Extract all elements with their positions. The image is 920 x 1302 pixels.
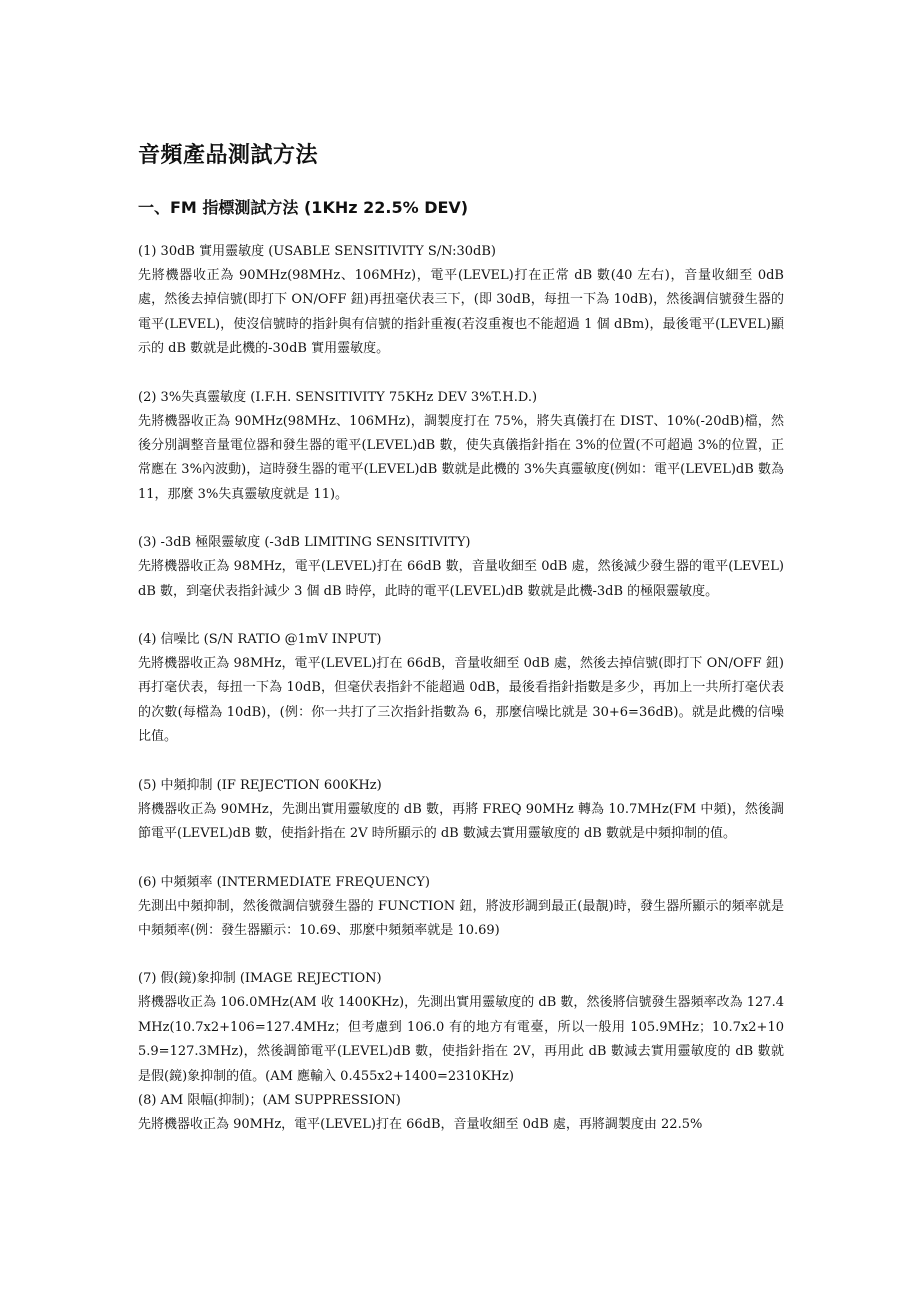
section-body: 先測出中頻抑制，然後微調信號發生器的 FUNCTION 鈕，將波形調到最正(最靚)時，發生器所顯示的頻率就是中頻頻率(例：發生器顯示：10.69、那麼中頻頻率就是 10.69) — [138, 898, 784, 938]
section-image-rejection — [138, 967, 784, 1089]
section-if-rejection — [138, 774, 784, 847]
section-intermediate-frequency — [138, 871, 784, 944]
section-body: 先將機器收正為 90MHz(98MHz、106MHz)，調製度打在 75%，將失真儀打在 DIST、10%(-20dB)檔，然後分別調整音量電位器和發生器的電平(LEVEL)dB 數，使失真儀指針指在 3%的位置(不可超過 3%的位置，正常應在 3%內波動)，這時發生器的電平(LEVEL)dB 數就是此機的 3%失真靈敏度(例如：電平(LEVEL)dB 數為 11，那麼 3%失真靈敏度就是 11)。 — [138, 413, 784, 502]
section-heading: (1) 30dB 實用靈敏度 (USABLE SENSITIVITY S/N:30dB) — [138, 244, 496, 259]
section-heading: (3) -3dB 極限靈敏度 (-3dB LIMITING SENSITIVITY) — [138, 535, 471, 551]
section-am-suppression — [138, 1089, 784, 1137]
section-heading: (5) 中頻抑制 (IF REJECTION 600KHz) — [138, 777, 382, 793]
section-body: 先將機器收正為 90MHz(98MHz、106MHz)，電平(LEVEL)打在正常 dB 數(40 左右)，音量收細至 0dB 處，然後去掉信號(即打下 ON/OFF 鈕)再扭毫伏表三下，(即 30dB，每扭一下為 10dB)，然後調信號發生器的電平(LEVEL)，使沒信號時的指針與有信號的指針重複(若沒重複也不能超過 1 個 dBm)，最後電平(LEVEL)顯示的 dB 數就是此機的-30dB 實用靈敏度。 — [138, 268, 784, 357]
section-body: 先將機器收正為 90MHz，電平(LEVEL)打在 66dB，音量收細至 0dB 處，再將調製度由 22.5% — [138, 1116, 703, 1132]
section-sn-ratio — [138, 628, 784, 750]
section-body: 將機器收正為 106.0MHz(AM 收 1400KHz)，先測出實用靈敏度的 dB 數，然後將信號發生器頻率改為 127.4MHz(10.7x2+106=127.4MHz；但考慮到 106.0 有的地方有電臺，所以一般用 105.9MHz；10.7x2+105.9=127.3MHz)，然後調節電平(LEVEL)dB 數，使指針指在 2V，再用此 dB 數減去實用靈敏度的 dB 數就是假(鏡)象抑制的值。(AM 應輸入 0.455x2+1400=2310KHz) — [138, 995, 784, 1084]
section-heading: (7) 假(鏡)象抑制 (IMAGE REJECTION) — [138, 971, 382, 987]
section-body: 將機器收正為 90MHz，先測出實用靈敏度的 dB 數，再將 FREQ 90MHz 轉為 10.7MHz(FM 中頻)，然後調節電平(LEVEL)dB 數，使指針指在 2V 時所顯示的 dB 數減去實用靈敏度的 dB 數就是中頻抑制的值。 — [138, 801, 784, 842]
section-body: 先將機器收正為 98MHz，電平(LEVEL)打在 66dB 數，音量收細至 0dB 處，然後減少發生器的電平(LEVEL)dB 數，到毫伏表指針減少 3 個 dB 時停，此時的電平(LEVEL)dB 數就是此機-3dB 的極限靈敏度。 — [138, 559, 784, 599]
section-limiting-sensitivity — [138, 531, 784, 604]
page-title: 音頻產品測試方法 — [138, 143, 319, 168]
section-heading: (4) 信噪比 (S/N RATIO @1mV INPUT) — [138, 632, 382, 648]
section-usable-sensitivity — [138, 240, 784, 362]
section-body: 先將機器收正為 98MHz，電平(LEVEL)打在 66dB，音量收細至 0dB 處，然後去掉信號(即打下 ON/OFF 鈕)再打毫伏表，每扭一下為 10dB，但毫伏表指針不能超過 0dB，最後看指針指數是多少，再加上一共所打毫伏表的次數(每檔為 10dB)，(例：你一共打了三次指針指數為 6，那麼信噪比就是 30+6=36dB)。就是此機的信噪比值。 — [138, 656, 784, 745]
section-heading: (2) 3%失真靈敏度 (I.F.H. SENSITIVITY 75KHz DEV 3%T.H.D.) — [138, 389, 538, 405]
section-heading: (8) AM 限幅(抑制)；(AM SUPPRESSION) — [138, 1092, 401, 1108]
section-subtitle: 一、FM 指標測試方法 (1KHz 22.5% DEV) — [138, 198, 469, 217]
section-heading: (6) 中頻頻率 (INTERMEDIATE FREQUENCY) — [138, 874, 430, 890]
section-distortion-sensitivity — [138, 386, 784, 508]
document-page — [138, 138, 784, 1137]
